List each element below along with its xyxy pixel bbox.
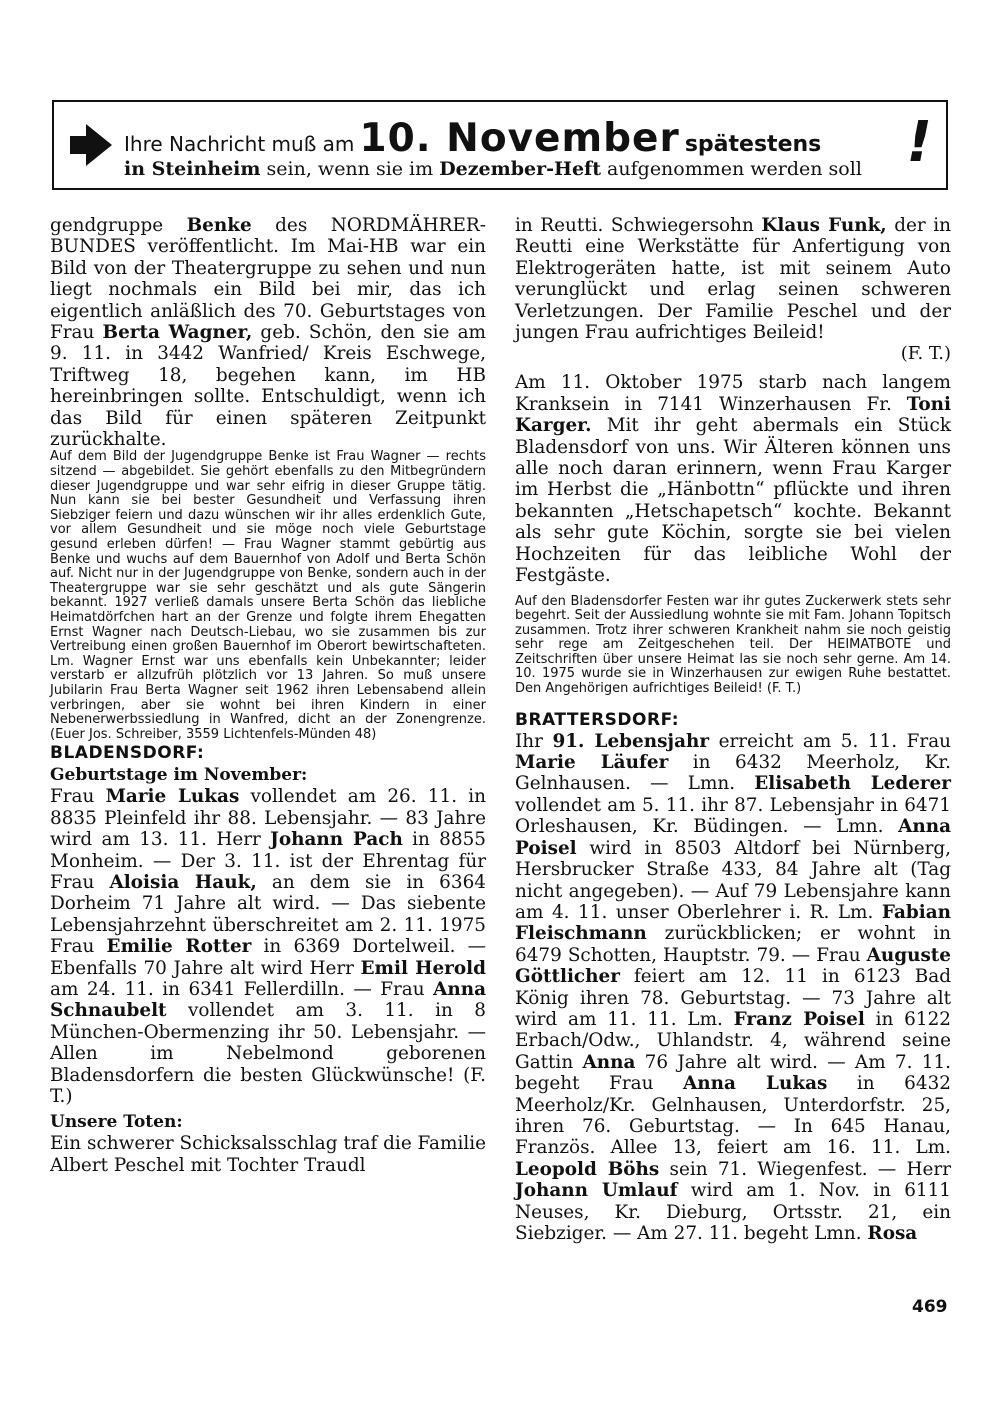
notice-text-b: aufgenommen werden soll	[601, 158, 862, 180]
text-run: Am 11. Oktober 1975 starb nach langem Kranksein in 7141 Winzerhausen Fr.	[515, 372, 951, 415]
notice-date: 10. November	[359, 116, 680, 161]
text-run: der in Reutti eine Werkstätte für Anfertigung von Elektrogeräten hatte, ist mit seinem Auto verunglückt und erlag seinen schweren Verletzungen. Der Familie Peschel und der jungen Frau aufrichtiges Beileid!	[515, 215, 951, 344]
text-run: wird in 8503 Altdorf bei Nürnberg, Hersbrucker Straße 433, 84 Jahre alt (Tag nicht angegeben). — Auf 79 Lebensjahre kann am 4. 11. unser Oberlehrer i. R. Lm.	[515, 837, 951, 923]
article-paragraph	[515, 731, 951, 1245]
bold-name: Benke	[186, 215, 252, 236]
text-run: geb. Schön, den sie am 9. 11. in 3442 Wanfried/ Kreis Eschwege, Triftweg 18, begehen kann, im HB hereinbringen sollte. Entschuldigt, wenn ich das Bild für einen späteren Zeitpunkt zurückhalte.	[50, 322, 486, 451]
page-number: 469	[912, 1297, 948, 1317]
text-run: zurückblicken; er wohnt in 6479 Schotten, Hauptstr. 79. — Frau	[515, 923, 951, 966]
text-run: wird am 1. Nov. in 6111 Neuses, Kr. Dieburg, Ortsstr. 21, ein Siebziger. — Am 27. 11. begeht Lmn.	[515, 1180, 951, 1244]
text-run: Frau	[50, 786, 106, 808]
text-run: Ihr	[515, 730, 553, 752]
bold-name: Anna Schnaubelt	[50, 979, 486, 1022]
text-run: des NORDMÄHRER-BUNDES veröffentlicht. Im Mai-HB war ein Bild von der Theatergruppe zu sehen und nun liegt nochmals ein Bild bei mir, das ich eigentlich anläßlich des 70. Geburtstages von Frau	[50, 215, 486, 344]
article-paragraph	[50, 786, 486, 1107]
bold-name: Auguste Göttlicher	[515, 944, 951, 988]
bold-name: Emilie Rotter	[106, 936, 252, 958]
subheading-birthdays: Geburtstage im November:	[50, 765, 308, 786]
text-run: 76 Jahre alt wird. — Am 7. 11. begeht Frau	[515, 1051, 951, 1095]
text-run: feiert am 12. 11 in 6123 Bad König ihren 78. Geburtstag. — 73 Jahre alt wird am 11. 11. Lm.	[515, 966, 951, 1030]
article-small-text: Auf den Bladensdorfer Festen war ihr gutes Zuckerwerk stets sehr begehrt. Seit der Aussiedlung wohnte sie mit Fam. Johann Topitsch zusammen. Trotz ihrer schweren Krankheit nahm sie noch geistig sehr rege am Zeitgeschehen teil. Der HEIMATBOTE und Zeitschriften über unsere Heimat las sie noch sehr gerne. Am 14. 10. 1975 wurde sie in Winzerhausen zur ewigen Ruhe bestattet. Den Angehörigen aufrichtiges Beileid! (F. T.)	[515, 593, 951, 697]
article-small-text: Auf dem Bild der Jugendgruppe Benke ist Frau Wagner — rechts sitzend — abgebildet. Sie gehört ebenfalls zu den Mitbegründern dieser Jugendgruppe und war sehr eifrig in dieser Gruppe tätig. Nun kann sie bei bester Gesundheit und Verfassung ihren Siebziger feiern und dazu wünschen wir ihr alles erdenklich Gute, vor allem Gesundheit und sie möge noch viele Geburtstage gesund erleben dürfen! — Frau Wagner stammt gebürtig aus Benke und wuchs auf dem Bauernhof von Adolf und Berta Schön auf. Nicht nur in der Jugendgruppe von Benke, sondern auch in der Theatergruppe war sie sehr geschätzt und als gute Sängerin bekannt. 1927 verließ damals unsere Berta Schön das liebliche Heimatdörfchen hart an der Grenze und folgte ihrem Ehegatten Ernst Wagner nach Deutsch-Liebau, wo sie zusammen bis zur Vertreibung einen großen Bauernhof im Oberort bewirtschafteten. Lm. Wagner Ernst war uns ebenfalls kein Unbekannter; leider verstarb er allzufrüh plötzlich vor 13 Jahren. So muß unsere Jubilarin Frau Berta Wagner seit 1962 ihren Lebensabend allein verbringen, aber sie wohnt bei ihren Kindern in einer Nebenerwerbssiedlung in Wanfred, dicht an der Zonengrenze. (Euer Jos. Schreiber, 3559 Lichtenfels-Münden 48)	[50, 449, 486, 742]
text-run: vollendet am 5. 11. ihr 87. Lebensjahr in 6471 Orleshausen, Kr. Büdingen. — Lmn.	[515, 794, 951, 838]
bold-name: Toni Karger.	[515, 393, 951, 437]
bold-name: Marie Läufer	[515, 752, 669, 774]
bold-name: Anna Lukas	[683, 1073, 828, 1095]
deadline-notice-box	[52, 100, 948, 190]
bold-name: Rosa	[867, 1223, 918, 1244]
bold-name: Klaus Funk,	[761, 215, 887, 236]
section-heading-bladensdorf: BLADENSDORF:	[50, 743, 205, 764]
notice-place: in Steinheim	[124, 158, 261, 180]
notice-suffix: spätestens	[684, 132, 822, 157]
text-run: in 6432 Meerholz/Kr. Gelnhausen, Unterdorfstr. 25, ihren 76. Geburtstag. — In 645 Hanau, Französ. Allee 13, feiert am 16. 11. Lm.	[515, 1073, 951, 1159]
notice-issue: Dezember-Heft	[439, 158, 602, 180]
bold-name: Leopold Böhs	[515, 1158, 660, 1180]
bold-name: Johann Pach	[270, 829, 403, 851]
bold-name: Anna	[582, 1051, 636, 1073]
article-paragraph	[515, 372, 951, 586]
notice-prefix: Ihre Nachricht muß am	[124, 132, 355, 156]
text-run: am 24. 11. in 6341 Fellerdilln. — Frau	[50, 979, 434, 1000]
notice-line-2	[124, 158, 862, 180]
bold-name: Emil Herold	[360, 957, 486, 979]
bold-name: Fabian Fleischmann	[515, 901, 951, 945]
bold-name: 91. Lebensjahr	[552, 730, 710, 752]
text-run: in 8855 Monheim. — Der 3. 11. ist der Ehrentag für Frau	[50, 829, 486, 893]
text-run: an dem sie in 6364 Dorheim 71 Jahre alt wird. — Das siebente Lebensjahrzehnt überschreitet am 2. 11. 1975 Frau	[50, 871, 486, 958]
text-run: in Reutti. Schwiegersohn	[515, 215, 762, 236]
bold-name: Anna Poisel	[515, 816, 951, 859]
bold-name: Elisabeth Lederer	[754, 773, 951, 795]
exclamation-mark: !	[906, 110, 932, 175]
text-run: erreicht am 5. 11. Frau	[709, 730, 951, 752]
text-run: vollendet am 3. 11. in 8 München-Obermenzing ihr 50. Lebensjahr. — Allen im Nebelmond geborenen Bladensdorfern die besten Glückwünsche! (F. T.)	[50, 1000, 486, 1108]
text-run: in 6432 Meerholz, Kr. Gelnhausen. — Lmn.	[515, 752, 951, 795]
text-run: sein 71. Wiegenfest. — Herr	[659, 1158, 951, 1180]
right-arrow-icon	[66, 120, 116, 170]
article-paragraph	[50, 215, 486, 450]
text-run: Ein schwerer Schicksalsschlag traf die Familie Albert Peschel mit Tochter Traudl	[50, 1133, 486, 1176]
text-run: in 6122 Erbach/Odw., Uhlandstr. 4, während seine Gattin	[515, 1008, 951, 1073]
bold-name: Franz Poisel	[733, 1008, 865, 1030]
notice-text-a: sein, wenn sie im	[260, 158, 440, 180]
text-run: in 6369 Dortelweil. — Ebenfalls 70 Jahre alt wird Herr	[50, 936, 486, 979]
bold-name: Johann Umlauf	[515, 1180, 678, 1202]
text-run: Mit ihr geht abermals ein Stück Bladensdorf von uns. Wir Älteren können uns alle noch daran erinnern, wenn Frau Karger im Herbst die „Hänbottn“ pflückte und ihren bekannten „Hetschapetsch“ kochte. Bekannt als sehr gute Köchin, sorgte sie bei vielen Hochzeiten für das leibliche Wohl der Festgäste.	[515, 415, 951, 587]
article-paragraph	[515, 215, 951, 343]
subheading-obituaries: Unsere Toten:	[50, 1112, 183, 1133]
bold-name: Berta Wagner,	[102, 322, 253, 344]
bold-name: Aloisia Hauk,	[109, 871, 257, 893]
text-run: vollendet am 26. 11. in 8835 Pleinfeld ihr 88. Lebensjahr. — 83 Jahre wird am 13. 11. Herr	[50, 786, 486, 851]
article-paragraph	[50, 1133, 486, 1176]
author-signature: (F. T.)	[900, 343, 951, 365]
text-run: gendgruppe	[50, 215, 187, 236]
section-heading-brattersdorf: BRATTERSDORF:	[515, 709, 680, 730]
notice-line-1	[124, 116, 821, 161]
left-column	[50, 215, 486, 1176]
right-column	[515, 215, 951, 1244]
bold-name: Marie Lukas	[105, 786, 240, 808]
